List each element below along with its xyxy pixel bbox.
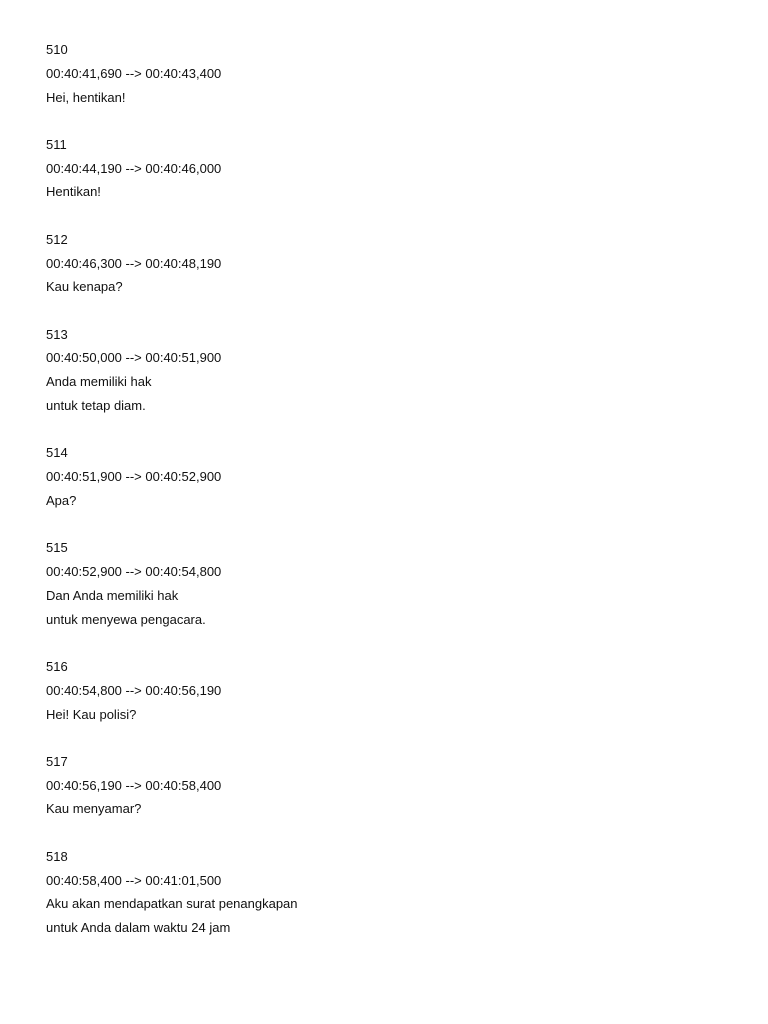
subtitle-index: 513 — [46, 326, 68, 342]
subtitle-entry — [46, 750, 726, 821]
subtitle-text-line: Hei! Kau polisi? — [46, 706, 137, 722]
subtitle-entry — [46, 133, 726, 204]
subtitle-text-line: Kau menyamar? — [46, 801, 142, 817]
subtitle-document — [46, 38, 726, 963]
subtitle-text-line: Hei, hentikan! — [46, 89, 126, 105]
subtitle-index: 510 — [46, 42, 68, 57]
subtitle-entry — [46, 323, 726, 418]
subtitle-index: 515 — [46, 540, 68, 556]
subtitle-text-line: Apa? — [46, 492, 77, 508]
subtitle-timecode: 00:40:51,900 --> 00:40:52,900 — [46, 469, 222, 485]
subtitle-text-line: Kau kenapa? — [46, 279, 123, 295]
subtitle-timecode: 00:40:58,400 --> 00:41:01,500 — [46, 872, 222, 888]
subtitle-timecode: 00:40:50,000 --> 00:40:51,900 — [46, 350, 222, 366]
subtitle-timecode: 00:40:44,190 --> 00:40:46,000 — [46, 160, 222, 176]
subtitle-index: 514 — [46, 445, 68, 461]
subtitle-entry — [46, 38, 726, 109]
subtitle-entry — [46, 441, 726, 512]
subtitle-text-line: Dan Anda memiliki hak — [46, 587, 179, 603]
subtitle-entry — [46, 655, 726, 726]
subtitle-text-line: Hentikan! — [46, 184, 101, 200]
subtitle-text-line: untuk menyewa pengacara. — [46, 611, 206, 627]
subtitle-entry — [46, 228, 726, 299]
subtitle-timecode: 00:40:41,690 --> 00:40:43,400 — [46, 65, 222, 81]
subtitle-timecode: 00:40:54,800 --> 00:40:56,190 — [46, 682, 222, 698]
subtitle-index: 511 — [46, 136, 67, 152]
subtitle-entry — [46, 536, 726, 631]
subtitle-timecode: 00:40:46,300 --> 00:40:48,190 — [46, 255, 222, 271]
subtitle-text-line: untuk tetap diam. — [46, 398, 146, 414]
subtitle-entry — [46, 845, 726, 940]
subtitle-text-line: Anda memiliki hak — [46, 374, 152, 390]
subtitle-index: 517 — [46, 753, 68, 769]
subtitle-index: 512 — [46, 231, 68, 247]
subtitle-index: 518 — [46, 848, 68, 864]
subtitle-index: 516 — [46, 658, 68, 674]
subtitle-timecode: 00:40:56,190 --> 00:40:58,400 — [46, 777, 222, 793]
subtitle-text-line: untuk Anda dalam waktu 24 jam — [46, 920, 231, 936]
subtitle-text-line: Aku akan mendapatkan surat penangkapan — [46, 896, 298, 912]
subtitle-timecode: 00:40:52,900 --> 00:40:54,800 — [46, 564, 222, 580]
